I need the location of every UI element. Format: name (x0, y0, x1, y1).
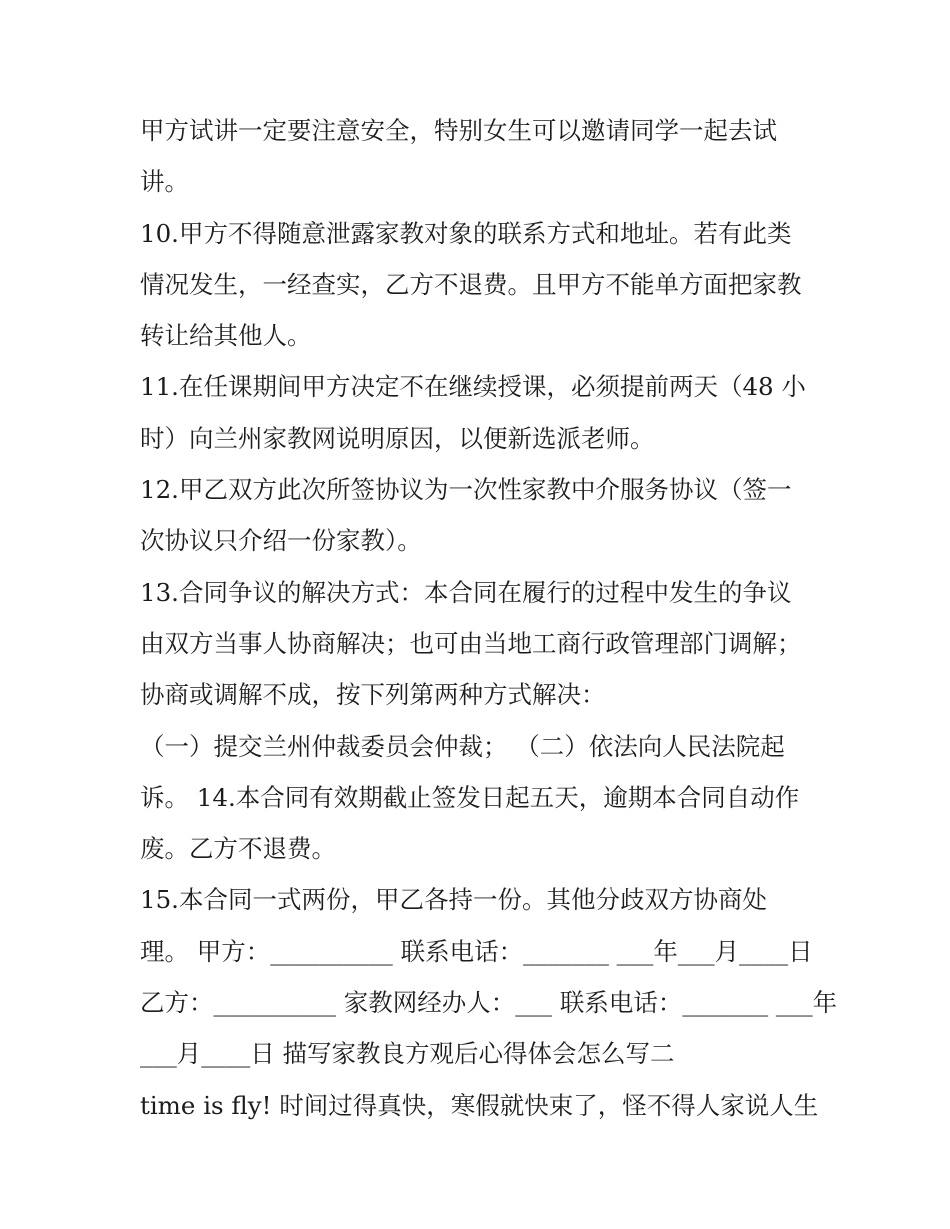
text-line: ___月____日 描写家教良方观后心得体会怎么写二 (140, 1039, 675, 1069)
text-line: 理。 甲方：__________ 联系电话：_______ ___年___月____日 (140, 936, 813, 966)
text-line: 甲方试讲一定要注意安全，特别女生可以邀请同学一起去试 (140, 116, 777, 145)
text-line: 15.本合同一式两份，甲乙各持一份。其他分歧双方协商处 (140, 885, 767, 915)
text-line: 乙方：__________ 家教网经办人：___ 联系电话：_______ ___年 (140, 988, 838, 1018)
text-line: 废。乙方不退费。 (140, 834, 336, 864)
text-line: 10.甲方不得随意泄露家教对象的联系方式和地址。若有此类 (140, 218, 792, 248)
text-line: 协商或调解不成，按下列第两种方式解决： (140, 680, 606, 710)
text-line: 由双方当事人协商解决；也可由当地工商行政管理部门调解； (140, 628, 802, 658)
text-line: 12.甲乙双方此次所签协议为一次性家教中介服务协议（签一 (140, 475, 792, 505)
text-line: time is fly! 时间过得真快，寒假就快束了，怪不得人家说人生 (140, 1090, 819, 1120)
text-line: （一）提交兰州仲裁委员会仲裁； （二）依法向人民法院起 (140, 731, 785, 761)
text-line: 讲。 (140, 167, 189, 197)
text-line: 诉。 14.本合同有效期截止签发日起五天，逾期本合同自动作 (140, 782, 800, 812)
text-line: 时）向兰州家教网说明原因，以便新选派老师。 (140, 423, 655, 453)
text-line: 情况发生，一经查实，乙方不退费。且甲方不能单方面把家教 (140, 269, 802, 299)
contract-text (140, 105, 838, 1131)
text-line: 转让给其他人。 (140, 321, 312, 351)
text-line: 次协议只介绍一份家教）。 (140, 526, 422, 556)
text-line: 13.合同争议的解决方式：本合同在履行的过程中发生的争议 (140, 577, 792, 607)
text-line: 11.在任课期间甲方决定不在继续授课，必须提前两天（48 小 (140, 372, 806, 402)
